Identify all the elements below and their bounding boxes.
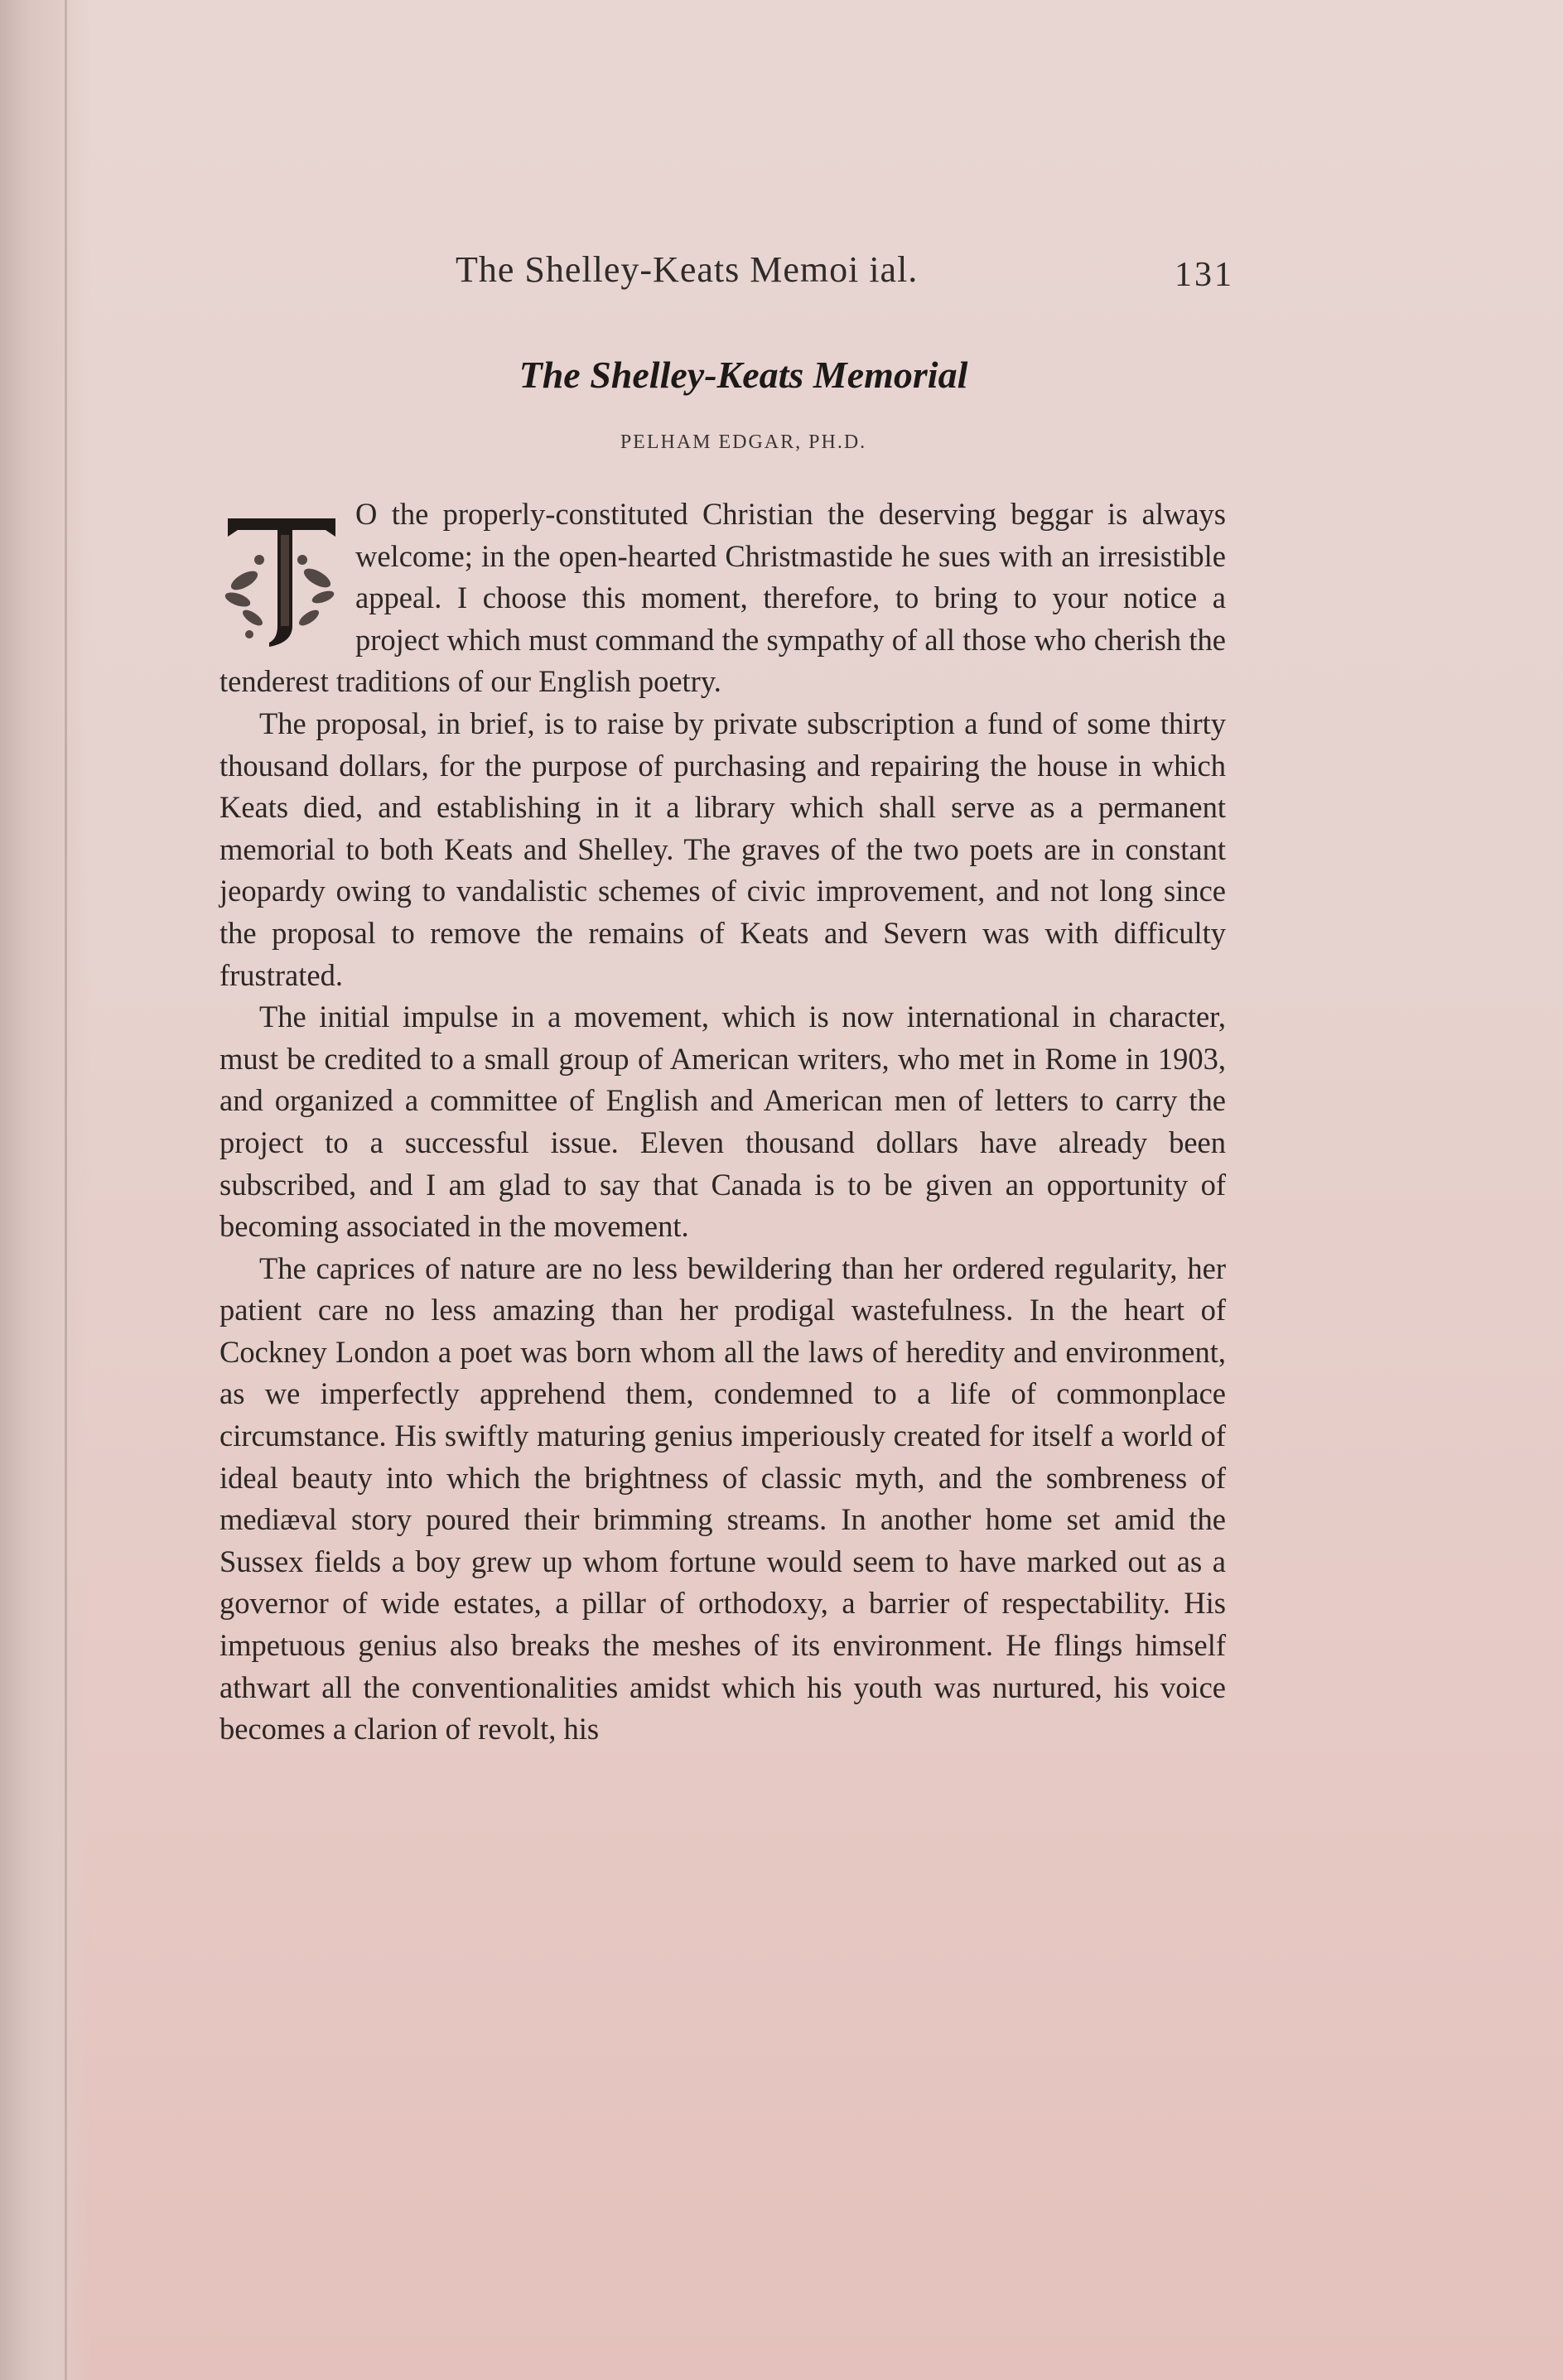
binding-edge [65,0,67,2380]
book-page [219,248,1234,1751]
running-head [219,248,1234,306]
article-body [219,494,1226,1751]
article-title: The Shelley-Keats Memorial [519,354,968,396]
binding-shadow [0,0,91,2380]
byline: PELHAM EDGAR, PH.D. [620,431,867,453]
drop-cap-ornament [219,502,344,651]
paragraph-3: The initial impulse in a movement, which is now international in character, must be credited to a small group of American writers, who met in Rome in 1903, and organized a committee of English and American men of letters to carry the project to a successful issue. Eleven thousand dollars have already been subscribed, and I am glad to say that Canada is to be given an opportunity of becoming associated in the movement. [219,1000,1226,1244]
page-number: 131 [1175,256,1234,294]
paragraph-1: O the properly-constituted Christian the deserving beggar is always welcome; in the open-hearted Christmastide he sues with an irresistible appeal. I choose this moment, therefore, to bring to your notice a project which must command the sympathy of all those who cherish the tenderest traditions of our English poetry. [219,497,1226,699]
paragraph-4: The caprices of nature are no less bewildering than her ordered regularity, her patient care no less amazing than her prodigal wastefulness. In the heart of Cockney London a poet was born whom all the laws of heredity and environment, as we imperfectly apprehend them, condemned to a life of commonplace circumstance. His swiftly maturing genius imperiously created for itself a world of ideal beauty into which the brightness of classic myth, and the sombreness of mediæval story poured their brimming streams. In another home set amid the Sussex fields a boy grew up whom fortune would seem to have marked out as a governor of wide estates, a pillar of orthodoxy, a barrier of respectability. His impetuous genius also breaks the meshes of its environment. He flings himself athwart all the conventionalities amidst which his youth was nurtured, his voice becomes a clarion of revolt, his [219,1250,1226,1746]
paragraph-2: The proposal, in brief, is to raise by private subscription a fund of some thirty thousand dollars, for the purpose of purchasing and repairing the house in which Keats died, and establishing in it a library which shall serve as a permanent memorial to both Keats and Shelley. The graves of the two poets are in constant jeopardy owing to vandalistic schemes of civic improvement, and not long since the proposal to remove the remains of Keats and Severn was with difficulty frustrated. [219,706,1226,992]
running-title: The Shelley-Keats Memoi ial. [456,249,919,290]
